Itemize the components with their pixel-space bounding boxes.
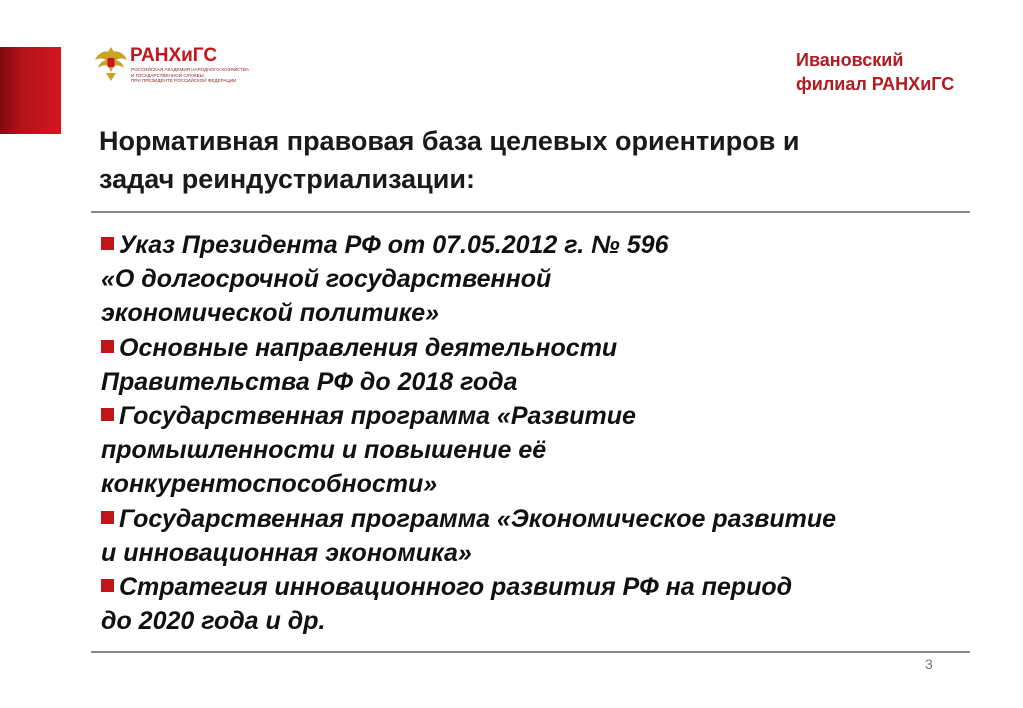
legal-basis-list [101,228,981,638]
list-item-line: и инновационная экономика» [101,538,472,567]
branch-name-line: Ивановский [796,50,904,70]
list-item-text: Государственная программа «Экономическое развитие [119,504,837,533]
slide-title [99,122,959,198]
square-bullet-icon [101,237,114,250]
branch-name [796,48,954,96]
square-bullet-icon [101,408,114,421]
logo-subtitle-line: ПРИ ПРЕЗИДЕНТЕ РОССИЙСКОЙ ФЕДЕРАЦИИ [131,78,237,84]
square-bullet-icon [101,579,114,592]
list-item [101,399,981,502]
list-item-line: промышленности и повышение её [101,436,547,465]
slide-title-line: Нормативная правовая база целевых ориентиров и [99,126,800,156]
square-bullet-icon [101,511,114,524]
divider-top [91,211,970,213]
list-item-line: конкурентоспособности» [101,470,438,499]
list-item-line: «О долгосрочной государственной [101,265,552,294]
list-item-line: до 2020 года и др. [101,607,326,636]
list-item-line [101,228,981,262]
list-item-text: Государственная программа «Развитие [119,402,636,431]
list-item-line [101,399,981,433]
list-item-line [101,331,981,365]
logo [94,44,249,86]
logo-subtitle [131,67,249,84]
branch-name-line: филиал РАНХиГС [796,74,955,94]
logo-name: РАНХиГС [130,45,218,66]
slide-title-line: задач реиндустриализации: [99,164,475,194]
list-item [101,331,981,399]
accent-bar [0,47,61,134]
list-item-text: Указ Президента РФ от 07.05.2012 г. № 596 [119,231,669,259]
list-item-line: экономической политике» [101,299,440,328]
logo-subtitle-line: РОССИЙСКАЯ АКАДЕМИЯ НАРОДНОГО ХОЗЯЙСТВА [131,67,249,72]
list-item-line [101,502,981,536]
square-bullet-icon [101,340,114,353]
list-item [101,570,981,638]
eagle-emblem-icon [94,44,128,84]
list-item-line [101,570,981,604]
list-item [101,228,981,331]
page-number: 3 [925,656,933,672]
logo-subtitle-line: И ГОСУДАРСТВЕННОЙ СЛУЖБЫ [131,72,204,78]
list-item-line: Правительства РФ до 2018 года [101,367,518,396]
divider-bottom [91,651,970,653]
list-item [101,502,981,570]
list-item-text: Стратегия инновационного развития РФ на период [119,573,793,602]
list-item-text: Основные направления деятельности [119,333,618,362]
